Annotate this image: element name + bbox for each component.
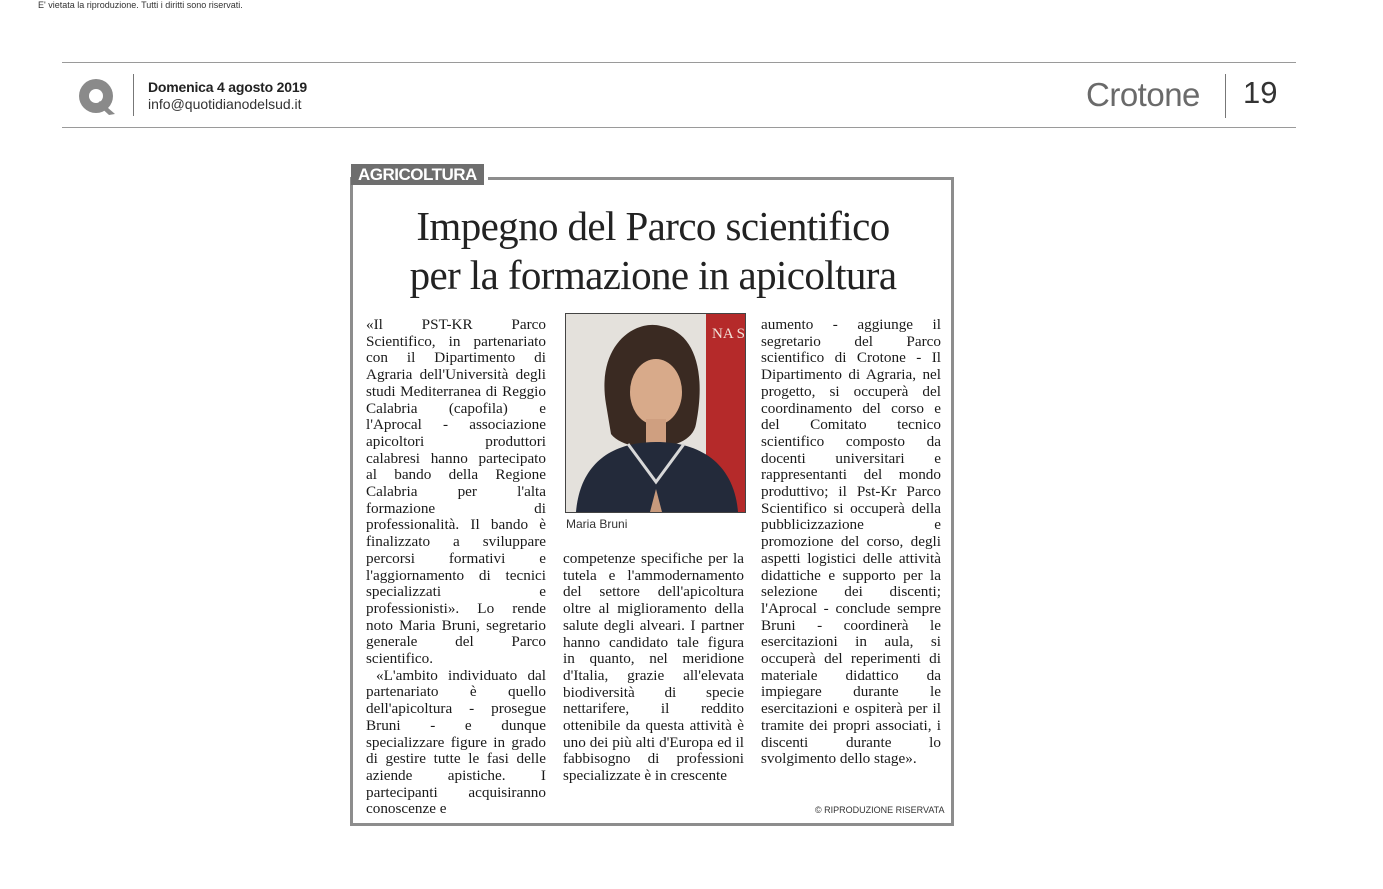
newspaper-logo-icon: [78, 77, 118, 117]
page-number: 19: [1243, 75, 1278, 110]
column-1-paragraph-1: «Il PST-KR Parco Scientifico, in partenariato con il Dipartimento di Agraria dell'Università degli studi Mediterranea di Reggio Calabria (capofila) e l'Aprocal - associazione apicoltori produttori calabresi hanno partecipato al bando della Regione Calabria per l'alta formazione di professionalità. Il bando è finalizzato a sviluppare percorsi formativi e l'aggiornamento di tecnici specializzati e professionisti». Lo rende noto Maria Bruni, segretario generale del Parco scientifico.: [366, 316, 546, 668]
contact-email: info@quotidianodelsud.it: [148, 96, 302, 112]
column-1-paragraph-2: «L'ambito individuato dal partenariato è quello dell'apicoltura - prosegue Bruni - e dunque specializzare figure in grado di gestire tutte le fasi delle aziende apistiche. I partecipanti acquisiranno conoscenze e: [366, 666, 546, 818]
column-2-paragraph: competenze specifiche per la tutela e l'ammodernamento del settore dell'apicoltura oltre al miglioramento della salute degli alveari. I partner hanno candidato tale figura in quanto, nel meridione d'Italia, grazie all'elevata biodiversità di specie nettarifere, il reddito ottenibile da questa attività è uno dei più alti d'Europa ed il fabbisogno di professioni specializzate è in crescente: [563, 550, 744, 785]
category-tag: AGRICOLTURA: [351, 164, 488, 185]
column-3-paragraph: aumento - aggiunge il segretario del Parco scientifico di Crotone - Il Dipartimento di Agraria, nel progetto, si occuperà del coordinamento del corso e del Comitato tecnico scientifico composto da docenti universitari e rappresentanti del mondo produttivo; il Pst-Kr Parco Scientifico si occuperà della pubblicizzazione e promozione del corso, degli aspetti logistici delle attività didattiche e supporto per la selezione dei discenti; l'Aprocal - conclude sempre Bruni - coordinerà le esercitazioni in aula, si occuperà del reperimenti di materiale didattico da impiegare durante le esercitazioni e ospiterà per il tramite dei propri associati, i discenti durante lo svolgimento dello stage».: [761, 316, 941, 768]
article-column-1: [366, 317, 546, 818]
portrait-photo: [565, 313, 746, 513]
page-number-separator: [1225, 74, 1226, 118]
top-rule: [62, 62, 1296, 63]
section-name: Crotone: [1086, 76, 1200, 113]
header-separator: [133, 74, 134, 116]
background-sign-text: NA S: [712, 326, 745, 342]
headline-line-1: Impegno del Parco scientifico: [416, 203, 890, 249]
copyright-notice: E' vietata la riproduzione. Tutti i diritti sono riservati.: [38, 0, 243, 10]
portrait-image: [566, 314, 745, 512]
photo-caption: Maria Bruni: [566, 517, 628, 531]
article-column-2: [563, 551, 744, 785]
issue-date: Domenica 4 agosto 2019: [148, 79, 307, 95]
article-headline: [356, 202, 950, 300]
article-column-3: [761, 317, 941, 768]
headline-line-2: per la formazione in apicoltura: [409, 252, 897, 298]
reproduction-credit: © RIPRODUZIONE RISERVATA: [815, 805, 945, 815]
header-bottom-rule: [62, 127, 1296, 128]
